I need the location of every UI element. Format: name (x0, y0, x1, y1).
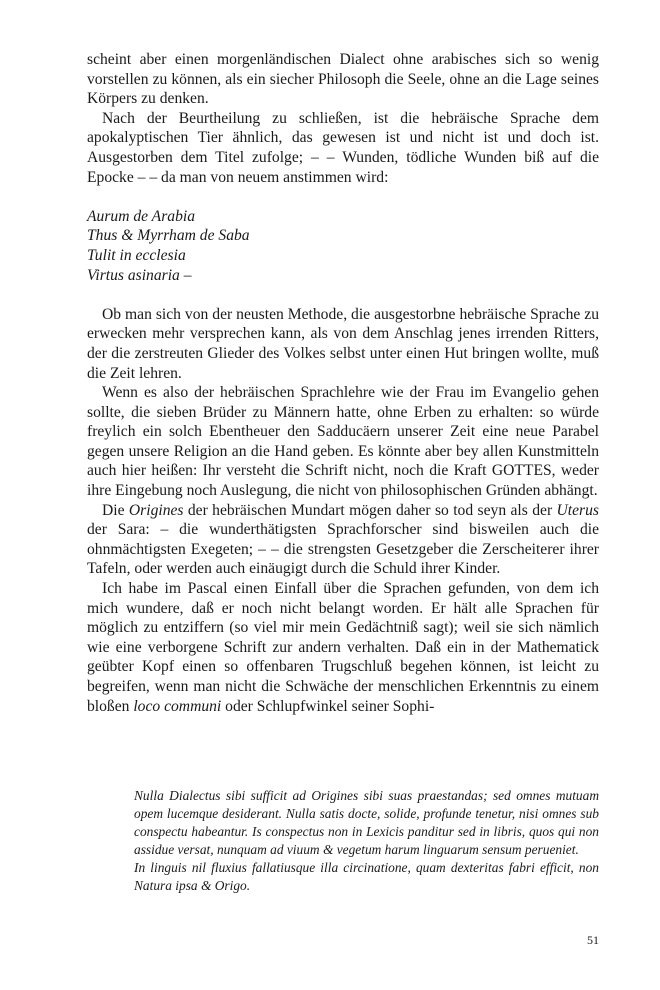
paragraph-1: scheint aber einen morgenländischen Dialect ohne arabisches sich so wenig vorstellen zu können, als ein siecher Philosoph die Seele, ohne an die Lage seines Körpers zu denken. (87, 51, 599, 108)
text-run: oder Schlupfwinkel seiner Sophi- (221, 697, 435, 715)
text-run: Ich habe im Pascal einen Einfall über die Sprachen gefunden, von dem ich mich wundere, daß er noch nicht belangt worden. Er hält alle Sprachen für möglich zu entziffern (so viel mir mein Gedächtniß sagt); weil sie sich nämlich wie eine verborgene Schrift zur andern verhalten. Daß ein in der Mathematick geübter Kopf einen so offenbaren Trugschluß begehen können, ist leicht zu begreifen, wenn man nicht die Schwäche der menschlichen Erkenntnis zu einem bloßen (87, 580, 599, 715)
text-run: der hebräischen Mundart mögen daher so tod seyn als der (183, 501, 557, 519)
verse-line-3: Tulit in ecclesia (87, 246, 186, 264)
footnote (134, 787, 599, 895)
paragraph-6 (87, 579, 599, 716)
emphasis-loco-communi: loco communi (133, 697, 222, 715)
paragraph-4: Wenn es also der hebräischen Sprachlehre wie der Frau im Evangelio gehen sollte, die sieben Brüder zu Männern hatte, ohne Erben zu erhalten: so würde freylich ein solch Ebentheuer den Sadducäern unserer Zeit eine neue Parabel gegen unsere Religion an die Hand geben. Es könnte aber bey allen Kunstmitteln auch hier heißen: Ihr versteht die Schrift nicht, noch die Kraft GOTTES, weder ihre Eingebung noch Auslegung, die nicht von philosophischen Gründen abhängt. (87, 384, 599, 500)
main-text (87, 50, 599, 716)
emphasis-origines: Origines (128, 501, 184, 519)
text-run: der Sara: – die wunderthätigsten Sprachforscher sind bisweilen auch die ohnmächtigsten Exegeten; – – die strengsten Gesetzgeber die Zerscheiterer ihrer Tafeln, oder werden auch einäugigt durch die Schuld ihrer Kinder. (87, 521, 599, 578)
page-number: 51 (587, 933, 599, 947)
footnote-paragraph-1: Nulla Dialectus sibi sufficit ad Origines sibi suas praestandas; sed omnes mutuam opem lucemque desiderant. Nulla satis docte, solide, profunde tenetur, nisi omnes sub conspectu habeantur. Is conspectus non in Lexicis panditur sed in libris, quos qui non assidue versat, nunquam ad viuum & vegetum harum linguarum sensum perueniet. (134, 788, 599, 857)
text-run: Die (102, 501, 129, 519)
paragraph-3: Ob man sich von der neusten Methode, die ausgestorbne hebräische Sprache zu erwecken mehr versprechen kann, als von dem Anschlag jenes irrenden Ritters, der die zerstreuten Glieder des Volkes selbst unter einen Hut bringen wollte, muß die Zeit lehren. (87, 305, 599, 382)
paragraph-5 (87, 501, 599, 579)
verse-line-1: Aurum de Arabia (87, 207, 195, 225)
footnote-paragraph-2: In linguis nil fluxius fallatiusque illa circinatione, quam dexteritas fabri efficit, non Natura ipsa & Origo. (134, 860, 599, 893)
paragraph-2: Nach der Beurtheilung zu schließen, ist die hebräische Sprache dem apokalyptischen Tier ähnlich, das gewesen ist und nicht ist und doch ist. Ausgestorben dem Titel zufolge; – – Wunden, tödliche Wunden biß auf die Epocke – – da man von neuem anstimmen wird: (87, 109, 599, 186)
latin-verse (87, 207, 599, 285)
verse-line-4: Virtus asinaria – (87, 266, 192, 284)
emphasis-uterus: Uterus (556, 501, 599, 519)
verse-line-2: Thus & Myrrham de Saba (87, 227, 250, 245)
